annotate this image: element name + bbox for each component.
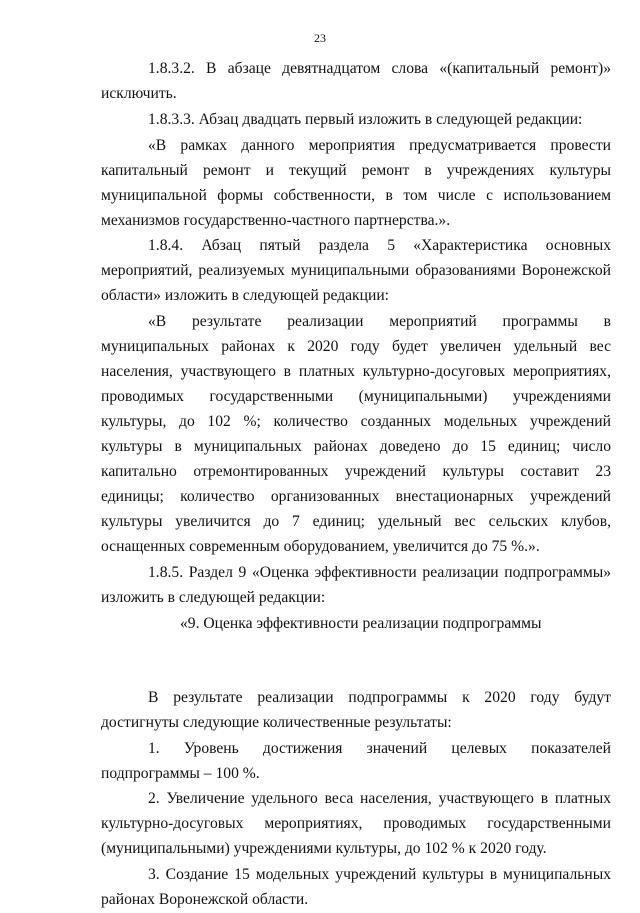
paragraph-1-8-5: 1.8.5. Раздел 9 «Оценка эффективности реализации подпрограммы» изложить в следующей редакции:	[101, 563, 611, 606]
paragraph-1-8-3-2: 1.8.3.2. В абзаце девятнадцатом слова «(капитальный ремонт)» исключить.	[101, 60, 611, 102]
section-heading-9: «9. Оценка эффективности реализации подпрограммы	[180, 614, 542, 632]
list-item-1: 1. Уровень достижения значений целевых показателей подпрограммы – 100 %.	[101, 739, 611, 782]
page-number: 23	[314, 31, 326, 45]
paragraph-results-intro: В результате реализации подпрограммы к 2020 году будут достигнуты следующие количественные результаты:	[101, 688, 611, 731]
paragraph-1-8-4: 1.8.4. Абзац пятый раздела 5 «Характеристика основных мероприятий, реализуемых муниципальными образованиями Воронежской области» изложить в следующей редакции:	[101, 237, 611, 305]
list-item-2: 2. Увеличение удельного веса населения, участвующего в платных культурно-досуговых мероприятиях, проводимых государственными (муниципальными) учреждениями культуры, до 102 % к 2020 году.	[101, 790, 611, 858]
paragraph-1-8-3-3: 1.8.3.3. Абзац двадцать первый изложить в следующей редакции:	[148, 110, 583, 128]
quoted-paragraph-results: «В результате реализации мероприятий программы в муниципальных районах к 2020 году будет увеличен удельный вес населения, участвующего в платных культурно-досуговых мероприятиях, проводимых государственными (муниципальными) учреждениями культуры, до 102 %; количество созданных модельных учреждений культуры в муниципальных районах доведено до 15 единиц; число капитально отремонтированных учреждений культуры составит 23 единицы; количество организованных внестационарных учреждений культуры увеличится до 7 единиц; удельный вес сельских клубов, оснащенных современным оборудованием, увеличится до 75 %.».	[101, 313, 611, 556]
quoted-paragraph-repair: «В рамках данного мероприятия предусматривается провести капитальный ремонт и текущий ремонт в учреждениях культуры муниципальной формы собственности, в том числе с использованием механизмов государственно-частного партнерства.».	[101, 136, 611, 229]
document-body	[101, 56, 611, 913]
blank-space	[101, 636, 611, 685]
list-item-3: 3. Создание 15 модельных учреждений культуры в муниципальных районах Воронежской области.	[101, 866, 611, 909]
